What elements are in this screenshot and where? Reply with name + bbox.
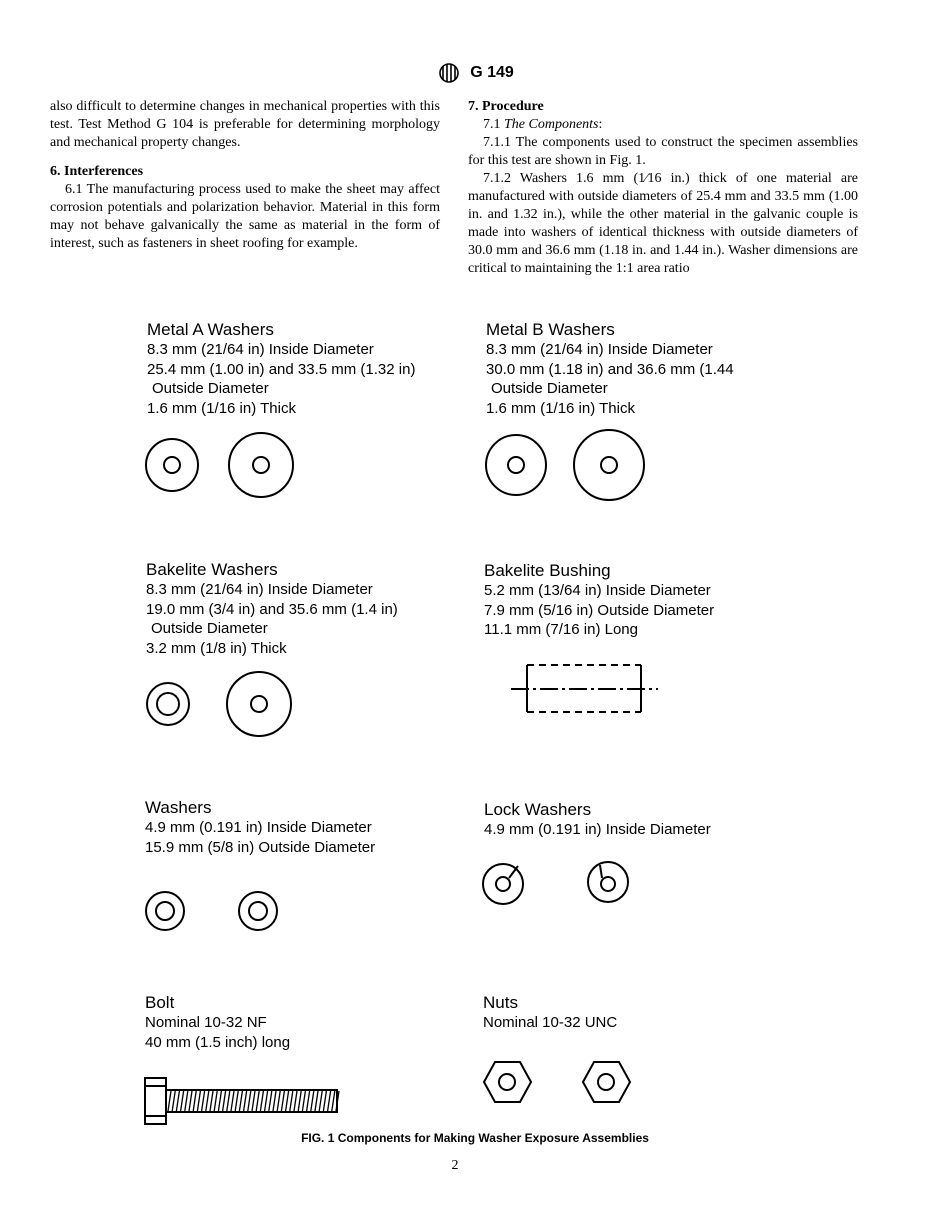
metal-a-washers-spec: Metal A Washers 8.3 mm (21/64 in) Inside Diameter 25.4 mm (1.00 in) and 33.5 mm (1.32 in) Outside Diameter 1.6 mm (1/16 in) Thick xyxy=(147,320,416,417)
bolt-thread-line xyxy=(206,1091,209,1111)
bolt-thread-line xyxy=(260,1091,263,1111)
standard-designation: G 149 xyxy=(470,64,514,81)
bolt-thread-line xyxy=(235,1091,238,1111)
bolt-thread-line xyxy=(315,1091,318,1111)
bolt-thread-line xyxy=(286,1091,289,1111)
bolt-thread-line xyxy=(252,1091,255,1111)
lock-washers-spec: Lock Washers 4.9 mm (0.191 in) Inside Diameter xyxy=(484,800,711,838)
bolt-thread-line xyxy=(256,1091,259,1111)
bolt-icon xyxy=(145,1078,339,1124)
bakelite-washers-spec: Bakelite Washers 8.3 mm (21/64 in) Inside Diameter 19.0 mm (3/4 in) and 35.6 mm (1.4 in) Outside Diameter 3.2 mm (1/8 in) Thick xyxy=(146,560,398,657)
metal-a-small-washer-icon xyxy=(146,439,198,491)
bolt-thread-line xyxy=(202,1091,205,1111)
paragraph-7-1-1: 7.1.1 The components used to construct the specimen assemblies for this test are shown in Fig. 1. xyxy=(468,135,858,168)
page-number: 2 xyxy=(451,1158,459,1173)
bolt-thread-line xyxy=(168,1091,171,1111)
bakelite-washers-title: Bakelite Washers xyxy=(146,560,278,579)
metal-b-title: Metal B Washers xyxy=(486,320,615,339)
lock-washer-icon xyxy=(483,864,523,904)
bolt-thread-line xyxy=(231,1091,234,1111)
bolt-thread-line xyxy=(218,1091,221,1111)
bolt-thread-line xyxy=(302,1091,305,1111)
bakelite-bushing-icon xyxy=(511,665,658,712)
bakelite-small-washer-icon xyxy=(147,683,189,725)
bolt-thread-line xyxy=(176,1091,179,1111)
bolt-thread-line xyxy=(319,1091,322,1111)
bakelite-bushing-title: Bakelite Bushing xyxy=(484,561,611,580)
paragraph-7-1-2: 7.1.2 Washers 1.6 mm (1⁄16 in.) thick of one material are manufactured with outside diameters of 25.4 mm and 33.5 mm (1.00 in. and 1.32 in.), while the other material in the galvanic couple is made into washers of identical thickness with outside diameters of 30.0 mm and 36.6 mm (1.18 in. and 1.44 in.). Washer dimensions are critical to maintaining the 1:1 area ratio xyxy=(468,171,858,276)
bolt-thread-line xyxy=(189,1091,192,1111)
bolt-thread-line xyxy=(311,1091,314,1111)
bolt-thread-line xyxy=(273,1091,276,1111)
paragraph-6-1: 6.1 The manufacturing process used to make the sheet may affect corrosion potentials and polarization behavior. Material in this form may not behave galvanically the same as material in the form of interest, such as fasteners in sheet roofing for example. xyxy=(50,182,440,251)
bolt-thread-line xyxy=(265,1091,268,1111)
washers-spec: Washers 4.9 mm (0.191 in) Inside Diameter 15.9 mm (5/8 in) Outside Diameter xyxy=(145,798,376,856)
metal-a-title: Metal A Washers xyxy=(147,320,274,339)
bolt-thread-line xyxy=(248,1091,251,1111)
section-heading-procedure: 7. Procedure xyxy=(468,99,544,114)
washers-title: Washers xyxy=(145,798,212,817)
figure-caption: FIG. 1 Components for Making Washer Exposure Assemblies xyxy=(301,1131,649,1145)
bolt-thread-line xyxy=(269,1091,272,1111)
bolt-thread-line xyxy=(332,1091,335,1111)
bolt-thread-line xyxy=(172,1091,175,1111)
bolt-thread-line xyxy=(181,1091,184,1111)
lock-washer-icon xyxy=(588,862,628,902)
continuation-paragraph: also difficult to determine changes in mechanical properties with this test. Test Method G 104 is preferable for determining morphology and mechanical property changes. xyxy=(50,99,440,150)
metal-b-large-washer-icon xyxy=(574,430,644,500)
bolt-thread-line xyxy=(185,1091,188,1111)
bolt-thread-line xyxy=(223,1091,226,1111)
metal-a-large-washer-icon xyxy=(229,433,293,497)
bolt-thread-line xyxy=(210,1091,213,1111)
bolt-spec: Bolt Nominal 10-32 NF 40 mm (1.5 inch) long xyxy=(145,993,291,1051)
metal-b-washers-spec: Metal B Washers 8.3 mm (21/64 in) Inside Diameter 30.0 mm (1.18 in) and 36.6 mm (1.44 Outside Diameter 1.6 mm (1/16 in) Thick xyxy=(486,320,734,417)
hex-nut-icon xyxy=(583,1062,630,1102)
bolt-title: Bolt xyxy=(145,993,175,1012)
bolt-thread-line xyxy=(193,1091,196,1111)
section-heading-interferences: 6. Interferences xyxy=(50,164,144,179)
paragraph-7-1: 7.1 The Components: xyxy=(483,117,603,132)
bolt-thread-line xyxy=(197,1091,200,1111)
lock-washers-title: Lock Washers xyxy=(484,800,592,819)
bolt-thread-line xyxy=(294,1091,297,1111)
bolt-thread-line xyxy=(298,1091,301,1111)
bolt-thread-line xyxy=(281,1091,284,1111)
nuts-title: Nuts xyxy=(483,993,518,1012)
bolt-thread-line xyxy=(328,1091,331,1111)
bakelite-large-washer-icon xyxy=(227,672,291,736)
bakelite-bushing-spec: Bakelite Bushing 5.2 mm (13/64 in) Inside Diameter 7.9 mm (5/16 in) Outside Diameter 11.1 mm (7/16 in) Long xyxy=(484,561,715,638)
bolt-thread-line xyxy=(244,1091,247,1111)
bolt-thread-line xyxy=(239,1091,242,1111)
bolt-thread-line xyxy=(227,1091,230,1111)
nuts-spec: Nuts Nominal 10-32 UNC xyxy=(483,993,618,1031)
bolt-thread-line xyxy=(290,1091,293,1111)
metal-b-small-washer-icon xyxy=(486,435,546,495)
bolt-thread-line xyxy=(277,1091,280,1111)
bolt-thread-line xyxy=(214,1091,217,1111)
bolt-thread-line xyxy=(323,1091,326,1111)
washer-icon xyxy=(239,892,277,930)
hex-nut-icon xyxy=(484,1062,531,1102)
bolt-thread-line xyxy=(307,1091,310,1111)
washer-icon xyxy=(146,892,184,930)
